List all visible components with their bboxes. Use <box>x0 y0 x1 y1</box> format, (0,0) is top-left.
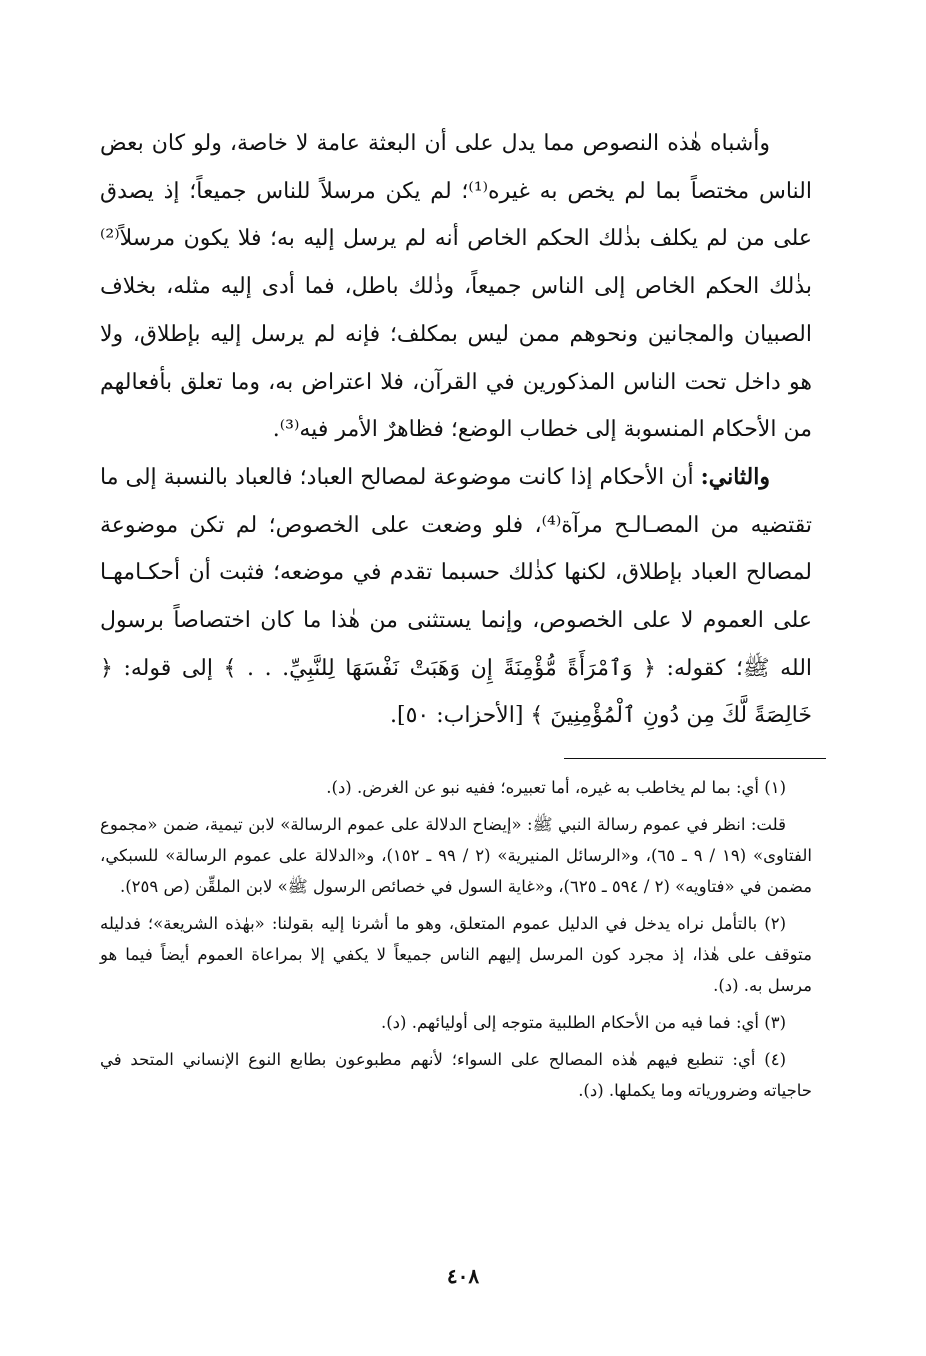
paragraph-2 <box>100 454 812 740</box>
quran-reference: [الأحزاب: ٥٠]. <box>389 703 524 729</box>
footnotes <box>100 772 812 1112</box>
page-number: ٤٠٨ <box>446 1264 480 1288</box>
main-text <box>100 120 812 740</box>
quran-quote-2: ﴿ خَالِصَةً لَّكَ مِن دُونِ ٱلْمُؤْمِنِينَ ﴾ <box>100 655 812 729</box>
paragraph-2-mid: إلى قوله: <box>123 655 213 681</box>
footnote-1: (١) أي: بما لم يخاطب به غيره، أما تعبيره؛ ففيه نبو عن الغرض. (د). <box>326 778 786 797</box>
paragraph-1: وأشباه هٰذه النصوص مما يدل على أن البعثة عامة لا خاصة، ولو كان بعض الناس مختصاً بما لم يخص به غيره⁽¹⁾؛ لم يكن مرسلاً للناس جميعاً؛ إذ يصدق على من لم يكلف بذٰلك الحكم الخاص أنه لم يرسل إليه به؛ فلا يكون مرسلاً⁽²⁾ بذٰلك الحكم الخاص إلى الناس جميعاً، وذٰلك باطل، فما أدى إليه مثله، بخلاف الصبيان والمجانين ونحوهم ممن ليس بمكلف؛ فإنه لم يرسل إليه بإطلاق، ولا هو داخل تحت الناس المذكورين في القرآن، فلا اعتراض به، وما تعلق بأفعالهم من الأحكام المنسوبة إلى خطاب الوضع؛ فظاهرٌ الأمر فيه⁽³⁾. <box>100 131 812 443</box>
paragraph-2-lead: والثاني: <box>700 463 770 490</box>
footnote-divider <box>564 758 826 759</box>
paragraph-2-text: أن الأحكام إذا كانت موضوعة لمصالح العباد؛ فالعباد بالنسبة إلى ما تقتضيه من المصـالـح مرآة⁽⁴⁾، فلو وضعت على الخصوص؛ لم تكن موضوعة لمصالح العباد بإطلاق، لكنها كذٰلك حسبما تقدم في موضعه؛ فثبت أن أحكـامهـا على العموم لا على الخصوص، وإنما يستثنى من هٰذا ما كان اختصاصاً برسول الله ﷺ؛ كقوله: <box>100 464 813 681</box>
footnote-2: (٢) بالتأمل نراه يدخل في الدليل عموم المتعلق، وهو ما أشرنا إليه بقولنا: «بهٰذه الشريعة»؛ فدليله متوقف على هٰذا، إذ مجرد كون المرسل إليهم الناس جميعاً لا يكفي إلا بمراعاة العموم أيضاً فيما هو مرسل به. (د). <box>100 914 812 995</box>
quran-quote-1: ﴿ وَٱمْرَأَةً مُّؤْمِنَةً إِن وَهَبَتْ نَفْسَهَا لِلنَّبِيِّ. . . ﴾ <box>212 655 667 681</box>
footnote-4: (٤) أي: تنطبع فيهم هٰذه المصالح على السواء؛ لأنهم مطبوعون بطابع النوع الإنساني المتحد في حاجياته وضرورياته وما يكملها. (د). <box>100 1050 812 1100</box>
footnote-3: (٣) أي: فما فيه من الأحكام الطلبية متوجه إلى أوليائهم. (د). <box>380 1013 786 1032</box>
footnote-1-extra: قلت: انظر في عموم رسالة النبي ﷺ: «إيضاح الدلالة على عموم الرسالة» لابن تيمية، ضمن «مجموع الفتاوى» (١٩ / ٩ ـ ٦٥)، و«الرسائل المنيرية» (٢ / ٩٩ ـ ١٥٢)، و«الدلالة على عموم الرسالة» للسبكي، مضمن في «فتاويه» (٢ / ٥٩٤ ـ ٦٢٥)، و«غاية السول في خصائص الرسول ﷺ» لابن الملقِّن (ص ٢٥٩). <box>100 815 812 896</box>
